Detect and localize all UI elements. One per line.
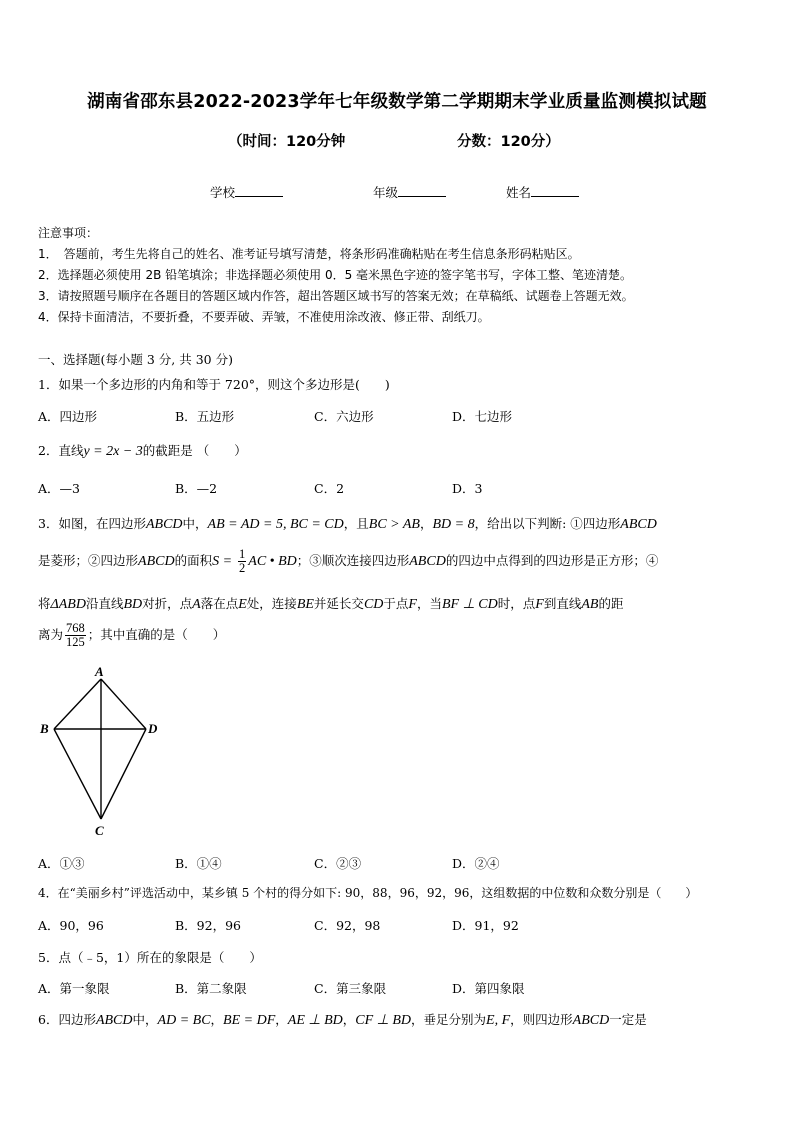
question-6: 6．四边形ABCD中，AD = BC，BE = DF，AE ⊥ BD，CF ⊥ BD，垂足分别为E, F，则四边形ABCD一定是: [38, 1012, 647, 1028]
q1-option-c[interactable]: C．六边形: [314, 409, 374, 424]
vertex-label-d: D: [148, 721, 158, 736]
grade-label: 年级: [373, 185, 399, 200]
q5-option-d[interactable]: D．第四象限: [452, 981, 525, 996]
question-2: 2．直线y = 2x − 3的截距是 （ ）: [38, 443, 247, 459]
question-5: 5．点（﹣5，1）所在的象限是（ ）: [38, 950, 262, 965]
q2-option-a[interactable]: A．—3: [38, 481, 80, 496]
q3-option-b[interactable]: B．①④: [175, 856, 222, 871]
question-3-line-1: 3．如图，在四边形ABCD中，AB = AD = 5, BC = CD，且BC > AB，BD = 8，给出以下判断: ①四边形ABCD: [38, 516, 657, 532]
q2-option-c[interactable]: C．2: [314, 481, 345, 496]
grade-field[interactable]: [373, 183, 446, 201]
name-field[interactable]: [506, 183, 579, 201]
q2-option-b[interactable]: B．—2: [175, 481, 218, 496]
score-label: 分数：120分）: [457, 134, 560, 150]
school-label: 学校: [210, 185, 236, 200]
time-label: （时间：120分钟: [228, 134, 346, 150]
q1-option-b[interactable]: B．五边形: [175, 409, 235, 424]
vertex-label-c: C: [95, 823, 104, 838]
note-item: 2．选择题必须使用 2B 铅笔填涂；非选择题必须使用 0．5 毫米黑色字迹的签字笔书写，字体工整、笔迹清楚。: [38, 268, 633, 282]
question-3-line-3: 将ΔABD沿直线BD对折，点A落在点E处，连接BE并延长交CD于点F，当BF ⊥ CD时，点F到直线AB的距: [38, 596, 624, 612]
note-item: 1． 答题前，考生先将自己的姓名、准考证号填写清楚，将条形码准确粘贴在考生信息条形码粘贴区。: [38, 247, 580, 261]
school-field[interactable]: [210, 183, 283, 201]
notes-title: 注意事项：: [38, 226, 99, 240]
exam-title: 湖南省邵东县2022-2023学年七年级数学第二学期期末学业质量监测模拟试题: [87, 92, 707, 112]
vertex-label-b: B: [40, 721, 49, 736]
question-4: 4．在“美丽乡村”评选活动中，某乡镇 5 个村的得分如下: 90，88，96，92，96，这组数据的中位数和众数分别是（ ）: [38, 886, 698, 900]
edge-ad: [101, 679, 146, 729]
q3-option-a[interactable]: A．①③: [38, 856, 85, 871]
q4-option-d[interactable]: D．91，92: [452, 918, 519, 933]
question-3-line-4: 离为 $\frac{768}{125}$ ；其中直确的是（ ）: [38, 621, 226, 649]
edge-ab: [54, 679, 101, 729]
note-item: 4．保持卡面清洁，不要折叠，不要弄破、弄皱，不准使用涂改液、修正带、刮纸刀。: [38, 310, 490, 324]
vertex-label-a: A: [95, 665, 104, 679]
name-label: 姓名: [506, 185, 532, 200]
section-heading: 一、选择题(每小题 3 分, 共 30 分): [38, 352, 233, 367]
q4-option-c[interactable]: C．92，98: [314, 918, 381, 933]
q5-option-c[interactable]: C．第三象限: [314, 981, 387, 996]
question-1: 1．如果一个多边形的内角和等于 720°，则这个多边形是( ): [38, 377, 390, 392]
q1-option-d[interactable]: D．七边形: [452, 409, 513, 424]
edge-dc: [101, 729, 146, 819]
q2-option-d[interactable]: D．3: [452, 481, 483, 496]
kite-figure: [36, 665, 166, 840]
note-item: 3．请按照题号顺序在各题目的答题区域内作答，超出答题区域书写的答案无效；在草稿纸、试题卷上答题无效。: [38, 289, 634, 303]
q5-option-a[interactable]: A．第一象限: [38, 981, 110, 996]
q4-option-b[interactable]: B．92，96: [175, 918, 241, 933]
q5-option-b[interactable]: B．第二象限: [175, 981, 247, 996]
edge-bc: [54, 729, 101, 819]
fraction-half: $\frac{1}{2}$: [239, 547, 246, 575]
fraction-768-125: $\frac{768}{125}$: [66, 621, 85, 649]
q4-option-a[interactable]: A．90，96: [38, 918, 104, 933]
question-3-line-2: 是菱形；②四边形ABCD的面积S = $\frac{1}{2}$ AC • BD；③顺次连接四边形ABCD的四边中点得到的四边形是正方形；④: [38, 547, 659, 575]
q1-option-a[interactable]: A．四边形: [38, 409, 98, 424]
q3-option-d[interactable]: D．②④: [452, 856, 500, 871]
q3-option-c[interactable]: C．②③: [314, 856, 362, 871]
